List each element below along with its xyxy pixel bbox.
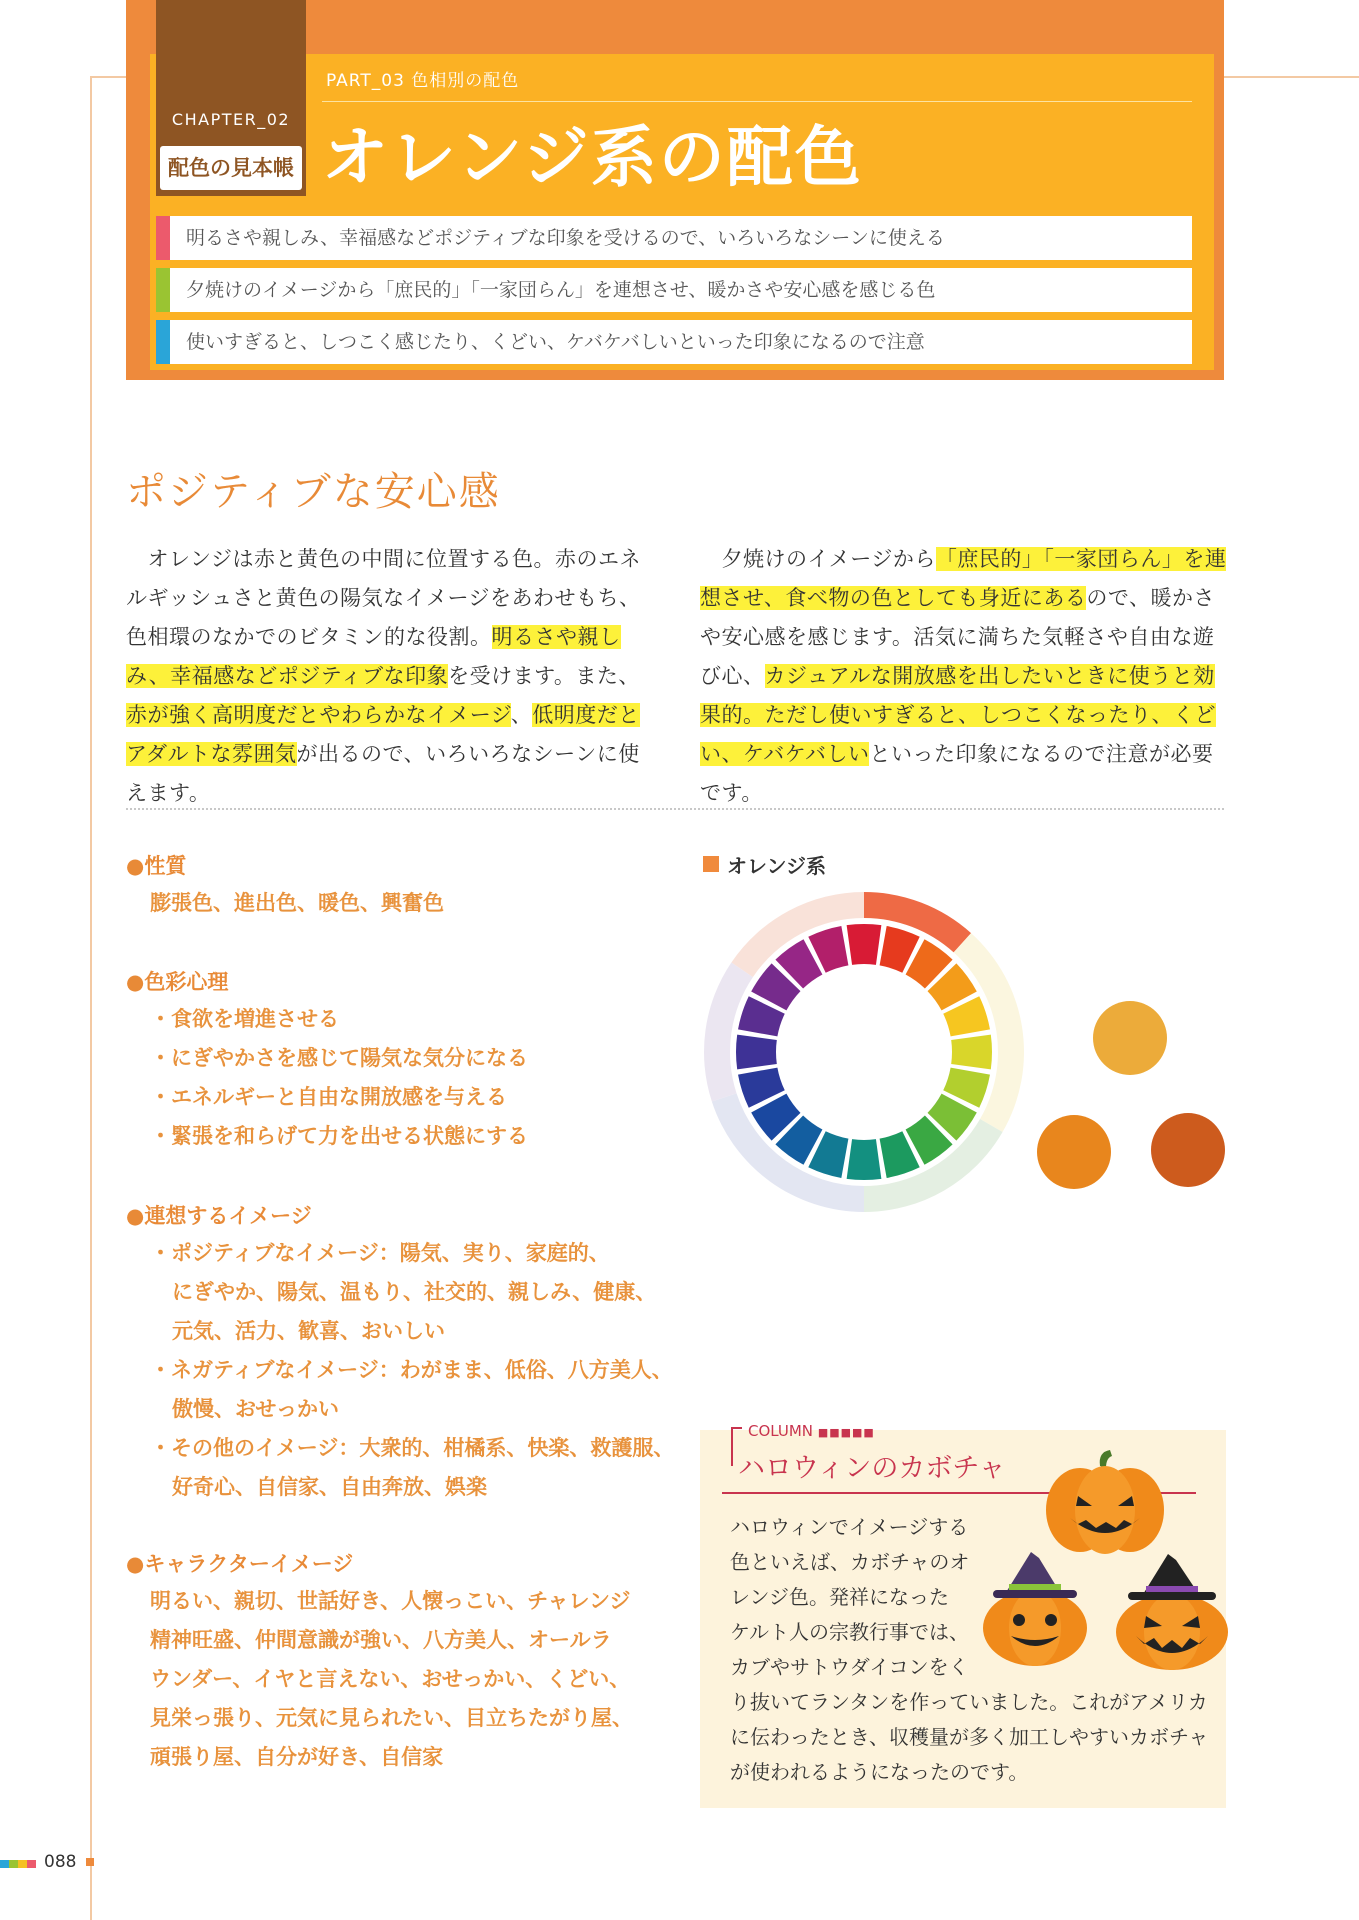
char-line: 精神旺盛、仲間意識が強い、八方美人、オールラ xyxy=(150,1628,612,1652)
list-item: ・食欲を増進させる xyxy=(150,1007,339,1031)
page-frame-line xyxy=(90,76,92,1920)
column-line: 色といえば、カボチャのオ xyxy=(730,1550,970,1574)
page-title: オレンジ系の配色 xyxy=(322,119,863,196)
item-text: 大衆的、柑橘系、快楽、救護服、 xyxy=(359,1436,675,1460)
list-item-continuation: 元気、活力、歓喜、おいしい xyxy=(172,1319,445,1343)
column-line: カブやサトウダイコンをく xyxy=(730,1655,969,1679)
list-item-continuation: 好奇心、自信家、自由奔放、娯楽 xyxy=(172,1475,487,1499)
list-item: ・エネルギーと自由な開放感を与える xyxy=(150,1085,507,1109)
column-label xyxy=(748,1422,875,1440)
pumpkin-witch-hat-icon xyxy=(975,1548,1095,1668)
summary-row xyxy=(156,268,1192,312)
page-frame-line xyxy=(1222,76,1359,78)
wheel-hue-segment xyxy=(847,1139,882,1180)
item-text: わがまま、低俗、八方美人、 xyxy=(399,1358,673,1382)
list-item-continuation: 傲慢、おせっかい xyxy=(172,1397,339,1421)
column-line: ハロウィンでイメージする xyxy=(730,1515,969,1539)
column-line: に伝わったとき、収穫量が多く加工しやすいカボチャ xyxy=(730,1725,1209,1749)
wheel-hue-segment xyxy=(847,924,882,965)
highlight-run: 明るさや親しみ、幸福感などポジティブな印象 xyxy=(126,625,621,688)
text-run: オレンジは赤と黄色の中間に位置する色。赤のエネルギッシュさと黄色の陽気なイメージをあわせもち、色相環のなかでのビタミン的な役割。 xyxy=(126,547,641,649)
summary-row xyxy=(156,320,1192,364)
column-line: が使われるようになったのです。 xyxy=(730,1760,1029,1784)
page-number: 088 xyxy=(44,1852,77,1872)
highlight-run: 低明度だとアダルトな雰囲気 xyxy=(126,703,640,766)
chapter-badge: 配色の見本帳 xyxy=(160,146,302,190)
pumpkin-black-hat-icon xyxy=(1110,1552,1235,1672)
item-label: ・その他のイメージ： xyxy=(150,1436,360,1460)
char-line: 見栄っ張り、元気に見られたい、目立ちたがり屋、 xyxy=(150,1706,633,1730)
item-label: ・ネガティブなイメージ： xyxy=(150,1358,400,1382)
legend-square-icon xyxy=(703,856,719,872)
column-line: レンジ色。発祥になった xyxy=(730,1585,949,1609)
char-line: 頑張り屋、自分が好き、自信家 xyxy=(150,1745,444,1769)
summary-text: 夕焼けのイメージから「庶民的」「一家団らん」を連想させ、暖かさや安心感を感じる色 xyxy=(186,279,936,301)
highlight-run: 「庶民的」「一家団らん」を連想させ、食べ物の色としても身近にある xyxy=(700,547,1227,610)
column-line: ケルト人の宗教行事では、 xyxy=(730,1620,969,1644)
column-label-squares-icon: ■■■■■ xyxy=(817,1426,875,1439)
page-number-marker xyxy=(86,1858,94,1866)
color-wheel xyxy=(700,880,1230,1220)
column-title: ハロウィンのカボチャ xyxy=(738,1453,1006,1484)
list-item xyxy=(150,1234,674,1273)
item-label: ・ポジティブなイメージ： xyxy=(150,1241,400,1265)
char-heading: ●キャラクターイメージ xyxy=(126,1552,354,1576)
summary-bar xyxy=(156,320,170,364)
summary-text: 明るさや親しみ、幸福感などポジティブな印象を受けるので、いろいろなシーンに使える xyxy=(186,227,945,249)
psych-list xyxy=(150,1000,528,1156)
summary-row xyxy=(156,216,1192,260)
list-item: ・緊張を和らげて力を出せる状態にする xyxy=(150,1124,528,1148)
swatch-circle xyxy=(1037,1115,1111,1189)
part-label: PART_03 色相別の配色 xyxy=(326,71,520,91)
column-label-text: COLUMN xyxy=(748,1422,814,1440)
column-line: り抜いてランタンを作っていました。これがアメリカ xyxy=(730,1690,1208,1714)
nature-heading: ●性質 xyxy=(126,854,187,878)
page-number-color-bar xyxy=(0,1860,36,1868)
summary-text: 使いすぎると、しつこく感じたり、くどい、ケバケバしいといった印象になるので注意 xyxy=(186,331,925,353)
char-line: 明るい、親切、世話好き、人懐っこい、チャレンジ xyxy=(150,1589,631,1613)
item-text: 陽気、実り、家庭的、 xyxy=(399,1241,610,1265)
swatch-circle xyxy=(1151,1113,1225,1187)
pumpkin-icon xyxy=(1040,1448,1170,1558)
text-run: 、 xyxy=(510,703,533,727)
assoc-heading: ●連想するイメージ xyxy=(126,1204,312,1228)
list-item xyxy=(150,1429,674,1468)
page-frame-line xyxy=(90,76,128,78)
intro-paragraph-left xyxy=(126,540,654,813)
wheel-band xyxy=(864,892,971,952)
list-item: ・にぎやかさを感じて陽気な気分になる xyxy=(150,1046,528,1070)
dotted-divider xyxy=(126,808,1224,810)
part-rule xyxy=(322,101,1192,102)
list-item-continuation: にぎやか、陽気、温もり、社交的、親しみ、健康、 xyxy=(172,1280,657,1304)
char-line: ウンダー、イヤと言えない、おせっかい、くどい、 xyxy=(150,1667,631,1691)
intro-paragraph-right xyxy=(700,540,1228,813)
summary-bar xyxy=(156,268,170,312)
assoc-list xyxy=(150,1234,674,1507)
wheel-hue-segment xyxy=(736,1035,777,1070)
swatch-circle xyxy=(1093,1001,1167,1075)
list-item xyxy=(150,1351,674,1390)
wheel-hue-segment xyxy=(951,1035,992,1070)
char-text xyxy=(150,1582,633,1777)
section-title: ポジティブな安心感 xyxy=(126,469,501,515)
text-run: 夕焼けのイメージから xyxy=(700,547,936,571)
highlight-run: カジュアルな開放感を出したいときに使うと効果的。ただし使いすぎると、しつこくなったり、くどい、ケバケバしい xyxy=(700,664,1216,766)
text-run: を受けます。また、 xyxy=(448,664,640,688)
wheel-label: オレンジ系 xyxy=(727,854,826,878)
wheel-hole xyxy=(778,966,950,1138)
chapter-label: CHAPTER_02 xyxy=(171,110,291,129)
highlight-run: 赤が強く高明度だとやわらかなイメージ xyxy=(126,703,511,727)
text-run: ので、暖かさや安心感を感じます。活気に満ちた気軽さや自由な遊び心、 xyxy=(700,586,1215,688)
text-run: といった印象になるので注意が必要です。 xyxy=(700,742,1214,805)
summary-bar xyxy=(156,216,170,260)
text-run: が出るので、いろいろなシーンに使えます。 xyxy=(126,742,640,805)
nature-text: 膨張色、進出色、暖色、興奮色 xyxy=(150,891,444,915)
psych-heading: ●色彩心理 xyxy=(126,970,229,994)
